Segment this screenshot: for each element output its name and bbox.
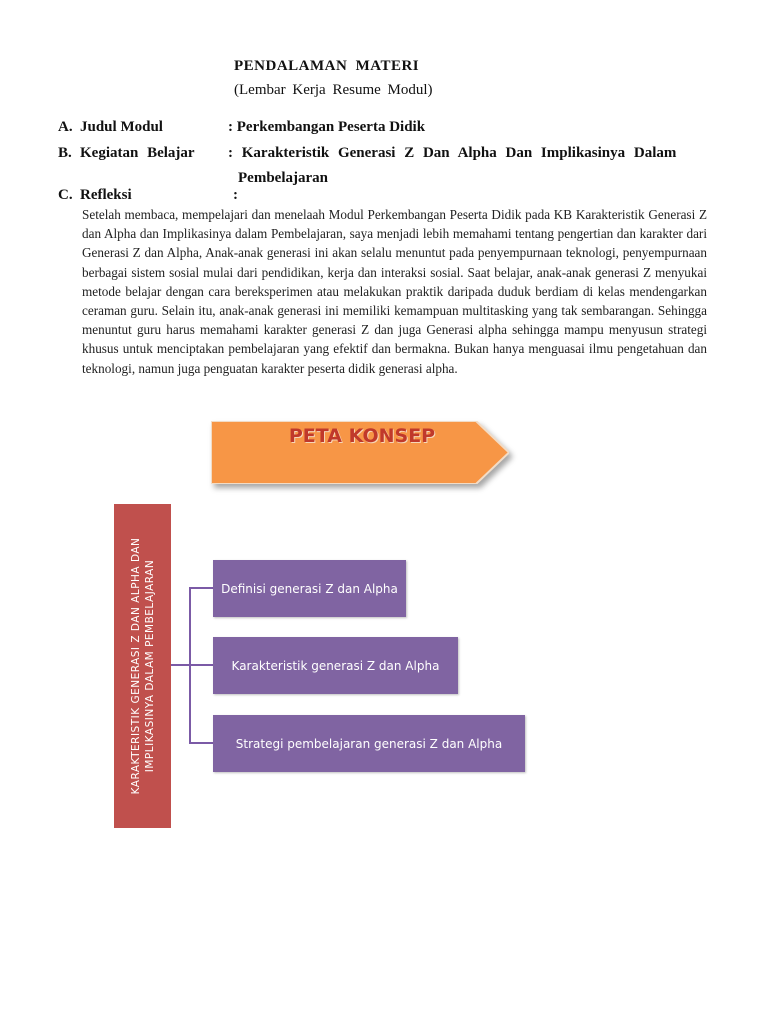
item-a-letter: A. xyxy=(58,119,73,135)
connector-branch-2 xyxy=(189,664,213,666)
item-a-value: : Perkembangan Peserta Didik xyxy=(228,119,426,135)
peta-konsep-banner xyxy=(211,421,509,484)
item-b-letter: B. xyxy=(58,145,72,161)
item-c-label: Refleksi xyxy=(80,187,132,203)
item-b-label: Kegiatan Belajar xyxy=(80,145,195,161)
item-c-value: : xyxy=(233,187,238,203)
concept-node-strategi: Strategi pembelajaran generasi Z dan Alpha xyxy=(213,715,525,772)
page-subtitle: (Lembar Kerja Resume Modul) xyxy=(234,82,433,98)
connector-horizontal xyxy=(171,664,190,666)
connector-branch-3 xyxy=(189,742,213,744)
item-b-value: : Karakteristik Generasi Z Dan Alpha Dan Implikasinya Dalam xyxy=(228,145,677,161)
connector-branch-1 xyxy=(189,587,213,589)
concept-node-karakteristik: Karakteristik generasi Z dan Alpha xyxy=(213,637,458,694)
banner-label: PETA KONSEP xyxy=(288,425,436,447)
root-concept-label: KARAKTERISTIK GENERASI Z DAN ALPHA DAN IMPLIKASINYA DALAM PEMBELAJARAN xyxy=(129,537,156,795)
page-title: PENDALAMAN MATERI xyxy=(234,58,420,74)
root-concept-bar xyxy=(114,504,171,828)
reflection-paragraph: Setelah membaca, mempelajari dan menelaah Modul Perkembangan Peserta Didik pada KB Karakteristik Generasi Z dan Alpha dan Implikasinya dalam Pembelajaran, saya menjadi lebih memahami tentang pengertian dan karakter dari Generasi Z dan Alpha, Anak-anak generasi ini akan selalu menuntut pada penyempurnaan teknologi, penyempurnaan berbagai sistem sosial mulai dari pendidikan, kerja dan interaksi sosial. Saat belajar, anak-anak generasi Z menyukai metode belajar dengan cara bereksperimen atau melakukan praktik daripada duduk berdiam di kelas mendengarkan ceraman guru. Selain itu, anak-anak generasi ini memiliki kemampuan multitasking yang tak sembarangan. Sehingga menuntut guru harus memahami karakter generasi Z dan juga Generasi alpha sehingga mampu menyusun strategi khusus untuk menciptakan pembelajaran yang efektif dan bermakna. Bukan hanya menguasai ilmu pengetahuan dan teknologi, namun juga penguatan karakter peserta didik generasi alpha. xyxy=(82,207,707,376)
item-c-letter: C. xyxy=(58,187,73,203)
concept-node-definisi: Definisi generasi Z dan Alpha xyxy=(213,560,406,617)
item-a-label: Judul Modul xyxy=(80,119,163,135)
item-b-value-continuation: Pembelajaran xyxy=(238,170,328,186)
